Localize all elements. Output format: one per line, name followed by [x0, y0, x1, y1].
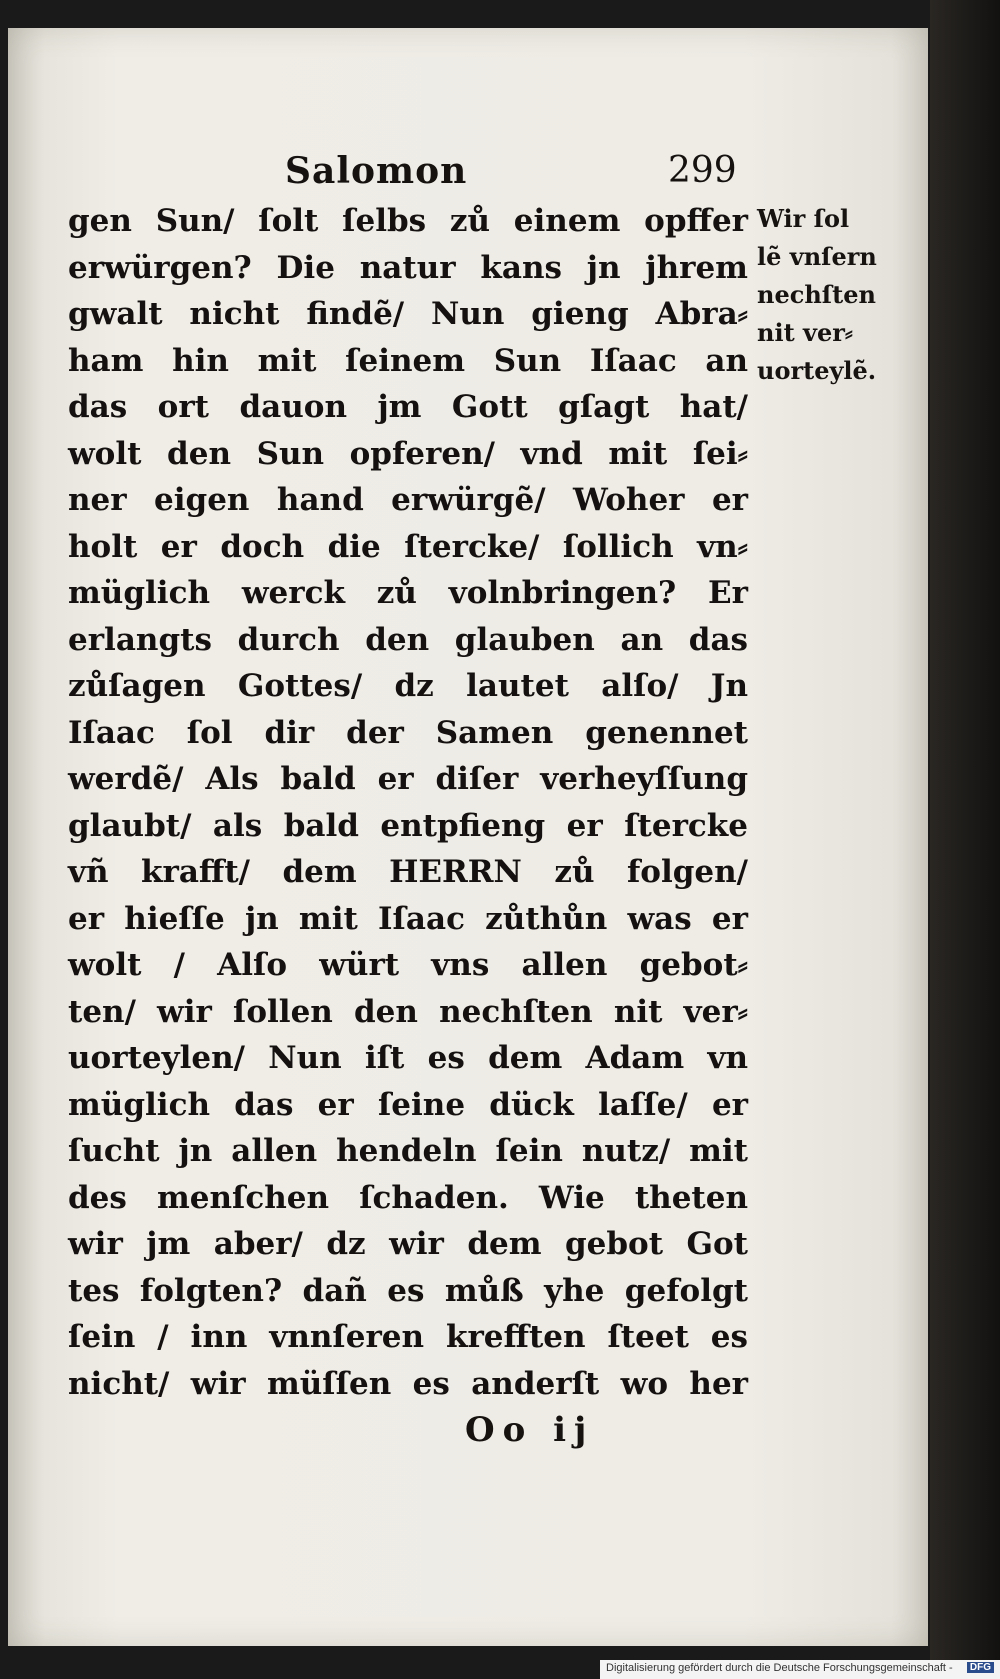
body-text: [68, 198, 748, 1407]
text-line: ſein / inn vnnſeren krefften ſteet es: [68, 1319, 748, 1355]
text-line: uorteylen/ Nun iſt es dem Adam vn: [68, 1040, 748, 1076]
text-line: ner eigen hand erwürgẽ/ Woher er: [68, 482, 748, 518]
marginal-line: nechſten: [757, 280, 876, 309]
dfg-logo: DFG: [967, 1662, 994, 1673]
text-line: erwürgen? Die natur kans jn jhrem: [68, 249, 748, 286]
footer-credit: Digitalisierung gefördert durch die Deutsche Forschungsgemeinschaft -: [606, 1662, 953, 1674]
page-number: 299: [668, 150, 737, 191]
text-line: erlangts durch den glauben an das: [68, 621, 748, 658]
text-line: gen Sun/ ſolt ſelbs zů einem opffer: [68, 203, 748, 239]
text-line: glaubt/ als bald entpfieng er ſtercke: [68, 807, 748, 844]
marginal-line: lẽ vnſern: [757, 242, 877, 271]
text-line: er hieſſe jn mit Iſaac zůthůn was er: [68, 900, 748, 937]
running-head: Salomon: [285, 150, 468, 192]
marginal-line: uorteylẽ.: [757, 356, 877, 385]
signature-mark: Oo ij: [465, 1410, 595, 1450]
text-line: werdẽ/ Als bald er diſer verheyſſung: [68, 761, 748, 797]
text-line: Iſaac ſol dir der Samen genennet: [68, 714, 748, 751]
text-line: vñ krafft/ dem HERRN zů folgen/: [68, 854, 748, 890]
text-line: zůſagen Gottes/ dz lautet alſo/ Jn: [68, 668, 748, 704]
marginal-line: Wir ſol: [757, 204, 850, 233]
text-line: wolt den Sun opferen/ vnd mit ſei⸗: [68, 435, 748, 472]
text-line: müglich werck zů volnbringen? Er: [68, 575, 748, 611]
text-line: müglich das er ſeine dück laſſe/ er: [68, 1086, 748, 1123]
text-line: tes folgten? dañ es můß yhe gefolgt: [68, 1272, 748, 1309]
text-line: wir jm aber/ dz wir dem gebot Got: [68, 1226, 748, 1262]
text-line: wolt / Alſo würt vns allen gebot⸗: [68, 947, 748, 983]
scan-background: [930, 0, 1000, 1679]
footer-credit-bar: [600, 1660, 1000, 1679]
text-line: holt er doch die ſtercke/ ſollich vn⸗: [68, 528, 748, 565]
text-line: ham hin mit ſeinem Sun Iſaac an: [68, 342, 748, 379]
text-line: ſucht jn allen hendeln ſein nutz/ mit: [68, 1133, 748, 1169]
page-header: [0, 150, 1000, 200]
text-line: gwalt nicht findẽ/ Nun gieng Abra⸗: [68, 296, 748, 332]
text-line: ten/ wir ſollen den nechſten nit ver⸗: [68, 993, 748, 1030]
text-line: des menſchen ſchaden. Wie theten: [68, 1179, 748, 1216]
marginal-line: nit ver⸗: [757, 318, 853, 347]
marginal-note: [757, 200, 897, 390]
text-line: das ort dauon jm Gott gſagt hat/: [68, 389, 748, 425]
text-line: nicht/ wir müſſen es anderſt wo her: [68, 1365, 748, 1402]
